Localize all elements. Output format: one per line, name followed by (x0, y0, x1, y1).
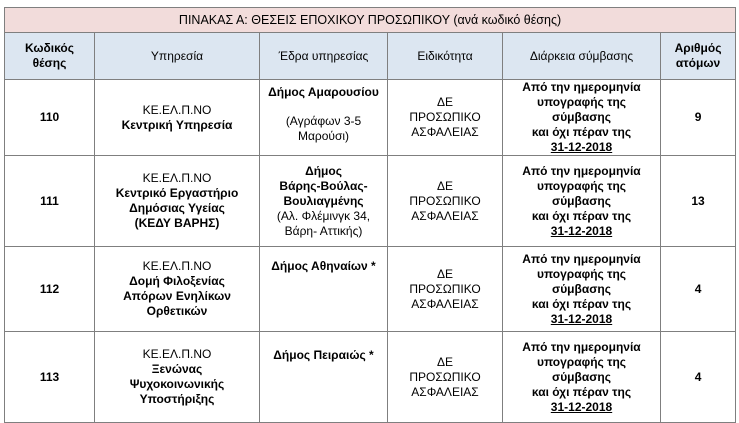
row-specialty: ΔΕ ΠΡΟΣΩΠΙΚΟ ΑΣΦΑΛΕΙΑΣ (388, 156, 503, 247)
table-title: ΠΙΝΑΚΑΣ Α: ΘΕΣΕΙΣ ΕΠΟΧΙΚΟΥ ΠΡΟΣΩΠΙΚΟΥ (ανά κωδικό θέσης) (5, 8, 736, 33)
row-duration: Από την ημερομηνία υπογραφής της σύμβασης και όχι πέραν της 31-12-2018 (503, 332, 661, 423)
header-duration: Διάρκεια σύμβασης (503, 33, 661, 80)
row-duration: Από την ημερομηνία υπογραφής της σύμβασης και όχι πέραν της 31-12-2018 (503, 156, 661, 247)
row-count: 4 (661, 247, 736, 332)
row-duration: Από την ημερομηνία υπογραφής της σύμβασης και όχι πέραν της 31-12-2018 (503, 247, 661, 332)
table-row (5, 156, 736, 247)
row-count: 13 (661, 156, 736, 247)
row-end-date: 31-12-2018 (550, 311, 613, 326)
row-service: ΚΕ.ΕΛ.Π.ΝΟ Κεντρικό Εργαστήριο Δημόσιας Υγείας (ΚΕΔΥ ΒΑΡΗΣ) (95, 156, 260, 247)
row-code: 113 (5, 332, 95, 423)
positions-table-container (4, 7, 736, 423)
row-duration: Από την ημερομηνία υπογραφής της σύμβασης και όχι πέραν της 31-12-2018 (503, 80, 661, 156)
positions-table (4, 7, 736, 423)
header-service: Υπηρεσία (95, 33, 260, 80)
row-specialty: ΔΕ ΠΡΟΣΩΠΙΚΟ ΑΣΦΑΛΕΙΑΣ (388, 80, 503, 156)
row-end-date: 31-12-2018 (550, 399, 613, 414)
header-seat: Έδρα υπηρεσίας (260, 33, 388, 80)
header-code: Κωδικός θέσης (5, 33, 95, 80)
row-specialty: ΔΕ ΠΡΟΣΩΠΙΚΟ ΑΣΦΑΛΕΙΑΣ (388, 247, 503, 332)
row-seat: Δήμος Αθηναίων * (260, 247, 388, 332)
header-count: Αριθμός ατόμων (661, 33, 736, 80)
row-service: ΚΕ.ΕΛ.Π.ΝΟ Δομή Φιλοξενίας Απόρων Ενηλίκων Ορθετικών (95, 247, 260, 332)
row-seat: Δήμος Πειραιώς * (260, 332, 388, 423)
row-count: 4 (661, 332, 736, 423)
row-code: 110 (5, 80, 95, 156)
row-end-date: 31-12-2018 (550, 223, 613, 238)
table-row (5, 332, 736, 423)
row-specialty: ΔΕ ΠΡΟΣΩΠΙΚΟ ΑΣΦΑΛΕΙΑΣ (388, 332, 503, 423)
header-row (5, 33, 736, 80)
row-code: 111 (5, 156, 95, 247)
row-seat: Δήμος Αμαρουσίου (Αγράφων 3-5 Μαρούσι) (260, 80, 388, 156)
row-service: ΚΕ.ΕΛ.Π.ΝΟ Κεντρική Υπηρεσία (95, 80, 260, 156)
row-code: 112 (5, 247, 95, 332)
row-seat: Δήμος Βάρης-Βούλας- Βουλιαγμένης (Αλ. Φλέμινγκ 34, Βάρη- Αττικής) (260, 156, 388, 247)
row-service: ΚΕ.ΕΛ.Π.ΝΟ Ξενώνας Ψυχοκοινωνικής Υποστήριξης (95, 332, 260, 423)
table-row (5, 80, 736, 156)
row-end-date: 31-12-2018 (550, 140, 613, 154)
table-title-row (5, 8, 736, 33)
table-row (5, 247, 736, 332)
header-specialty: Ειδικότητα (388, 33, 503, 80)
row-count: 9 (661, 80, 736, 156)
